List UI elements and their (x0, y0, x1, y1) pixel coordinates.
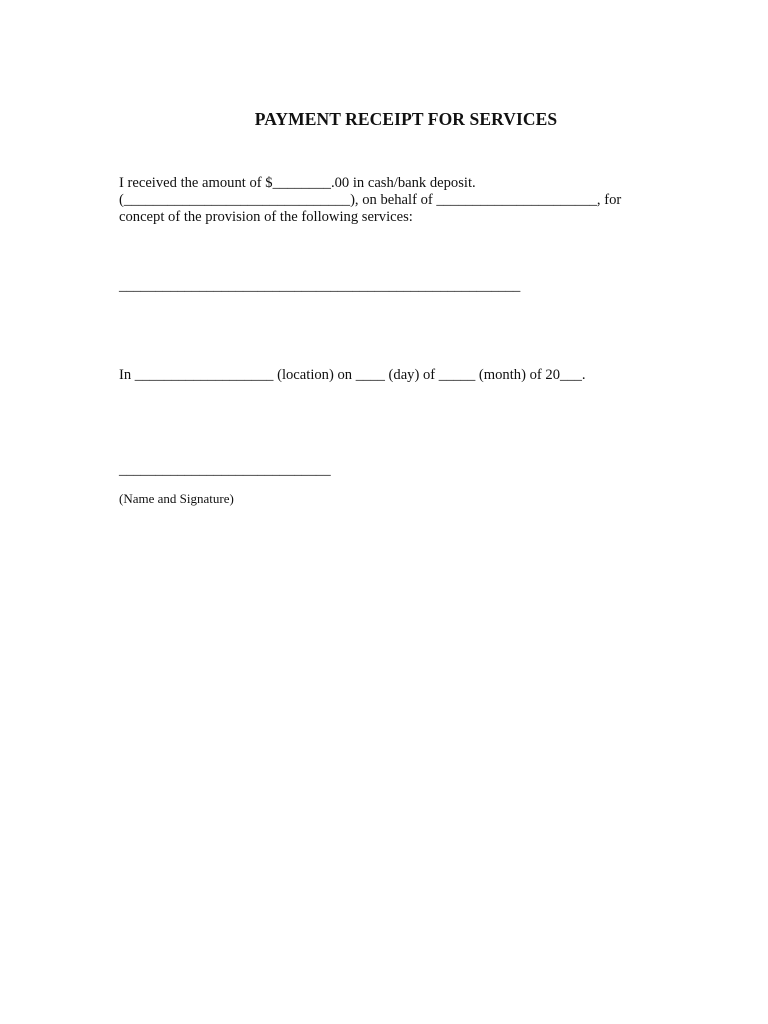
receipt-line-amount: I received the amount of $________.00 in cash/bank deposit. (119, 175, 476, 191)
location-date-line: In ___________________ (location) on ____ (day) of _____ (month) of 20___. (119, 367, 586, 383)
receipt-line-concept: concept of the provision of the following services: (119, 209, 413, 225)
services-blank-line: _______________________________________________________ (119, 278, 521, 294)
signature-blank-line: _____________________________ (119, 462, 331, 478)
document-title: PAYMENT RECEIPT FOR SERVICES (254, 109, 558, 129)
signature-caption: (Name and Signature) (119, 491, 234, 506)
receipt-line-behalf: (_______________________________), on behalf of ______________________, for (119, 192, 622, 208)
